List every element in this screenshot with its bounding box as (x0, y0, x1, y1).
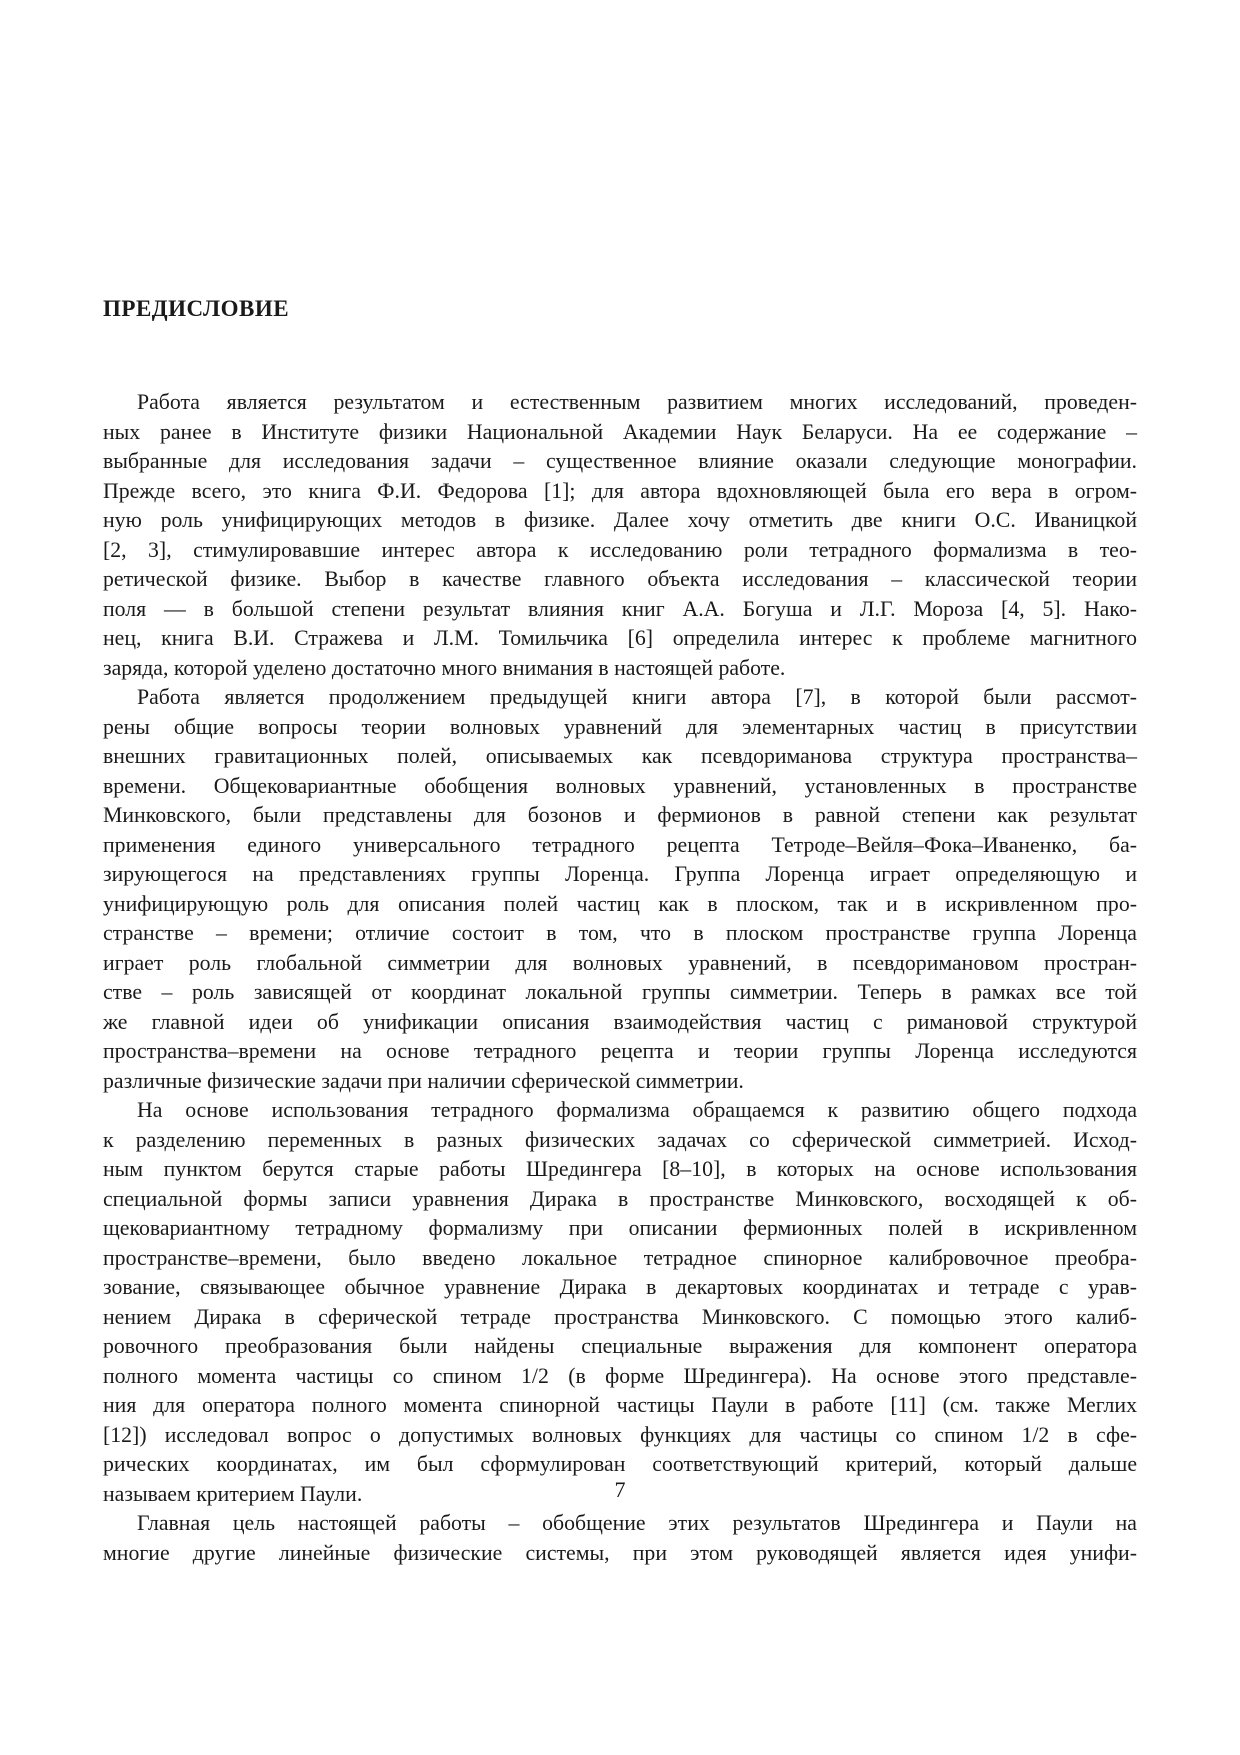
text-line: нением Дирака в сферической тетраде пространства Минковского. С помощью этого калиб- (103, 1304, 1137, 1329)
text-line: применения единого универсального тетрадного рецепта Тетроде–Вейля–Фока–Иваненко, ба- (103, 832, 1137, 857)
page-number: 7 (614, 1477, 626, 1502)
text-line: пространства–времени на основе тетрадного рецепта и теории группы Лоренца исследуются (103, 1039, 1137, 1063)
text-line: На основе использования тетрадного формализма обращаемся к развитию общего подхода (137, 1098, 1137, 1122)
paragraph-4 (103, 1509, 1137, 1568)
text-line: стве – роль зависящей от координат локальной группы симметрии. Теперь в рамках все той (103, 980, 1137, 1004)
chapter-heading: ПРЕДИСЛОВИЕ (103, 296, 290, 321)
body-text (103, 388, 1137, 1568)
paragraph-2 (103, 683, 1137, 1096)
text-line: внешних гравитационных полей, описываемых как псевдориманова структура пространства– (103, 744, 1137, 768)
text-line: выбранные для исследования задачи – существенное влияние оказали следующие монографии. (103, 449, 1137, 473)
paragraph-3 (103, 1096, 1137, 1509)
text-line: ным пунктом берутся старые работы Шредингера [8–10], в которых на основе использования (103, 1157, 1137, 1181)
text-line: заряда, которой уделено достаточно много внимания в настоящей работе. (103, 655, 786, 680)
text-line: [2, 3], стимулировавшие интерес автора к исследованию роли тетрадного формализма в тео- (103, 537, 1137, 562)
text-line: зование, связывающее обычное уравнение Дирака в декартовых координатах и тетраде с урав- (103, 1275, 1137, 1299)
text-line: странстве – времени; отличие состоит в том, что в плоском пространстве группа Лоренца (103, 921, 1137, 945)
text-line: полного момента частицы со спином 1/2 (в форме Шредингера). На основе этого представле- (103, 1363, 1137, 1388)
text-line: Главная цель настоящей работы – обобщение этих результатов Шредингера и Паули на (137, 1511, 1137, 1535)
text-line: различные физические задачи при наличии сферической симметрии. (103, 1068, 744, 1093)
text-line: называем критерием Паули. (103, 1481, 363, 1506)
text-line: щековариантному тетрадному формализму при описании фермионных полей в искривленном (103, 1216, 1137, 1240)
text-line: Работа является продолжением предыдущей книги автора [7], в которой были рассмот- (137, 685, 1137, 709)
text-line: времени. Общековариантные обобщения волновых уравнений, установленных в пространстве (103, 773, 1137, 798)
text-line: играет роль глобальной симметрии для волновых уравнений, в псевдоримановом простран- (103, 950, 1137, 975)
text-line: зирующегося на представлениях группы Лоренца. Группа Лоренца играет определяющую и (103, 862, 1137, 886)
text-line: специальной формы записи уравнения Дирака в пространстве Минковского, восходящей к об- (103, 1186, 1137, 1211)
text-line: ния для оператора полного момента спинорной частицы Паули в работе [11] (см. также Меглих (103, 1393, 1137, 1417)
text-line: поля — в большой степени результат влияния книг А.А. Богуша и Л.Г. Мороза [4, 5]. Нако- (103, 596, 1137, 621)
text-line: к разделению переменных в разных физических задачах со сферической симметрией. Исход- (103, 1127, 1137, 1152)
text-line: ровочного преобразования были найдены специальные выражения для компонент оператора (103, 1334, 1137, 1358)
text-line: ных ранее в Институте физики Национальной Академии Наук Беларуси. На ее содержание – (103, 419, 1137, 444)
text-line: рены общие вопросы теории волновых уравнений для элементарных частиц в присутствии (103, 714, 1137, 739)
text-line: ретической физике. Выбор в качестве главного объекта исследования – классической теории (103, 567, 1137, 591)
text-line: Минковского, были представлены для бозонов и фермионов в равной степени как результат (103, 803, 1137, 827)
text-line: пространстве–времени, было введено локальное тетрадное спинорное калибровочное преобра- (103, 1245, 1137, 1270)
text-line: же главной идеи об унификации описания взаимодействия частиц с римановой структурой (103, 1009, 1137, 1034)
text-line: нец, книга В.И. Стражева и Л.М. Томильчика [6] определила интерес к проблеме магнитного (103, 626, 1137, 650)
text-line: ную роль унифицирующих методов в физике. Далее хочу отметить две книги О.С. Иваницкой (103, 508, 1137, 532)
text-line: унифицирующую роль для описания полей частиц как в плоском, так и в искривленном про- (103, 891, 1137, 916)
paragraph-1 (103, 388, 1137, 683)
text-line: Прежде всего, это книга Ф.И. Федорова [1]; для автора вдохновляющей была его вера в огром- (103, 478, 1137, 503)
text-line: Работа является результатом и естественным развитием многих исследований, проведен- (137, 390, 1137, 414)
text-line: [12]) исследовал вопрос о допустимых волновых функциях для частицы со спином 1/2 в сфе- (103, 1422, 1137, 1447)
text-line: многие другие линейные физические системы, при этом руководящей является идея унифи- (103, 1540, 1137, 1565)
text-line: рических координатах, им был сформулирован соответствующий критерий, который дальше (103, 1452, 1137, 1476)
